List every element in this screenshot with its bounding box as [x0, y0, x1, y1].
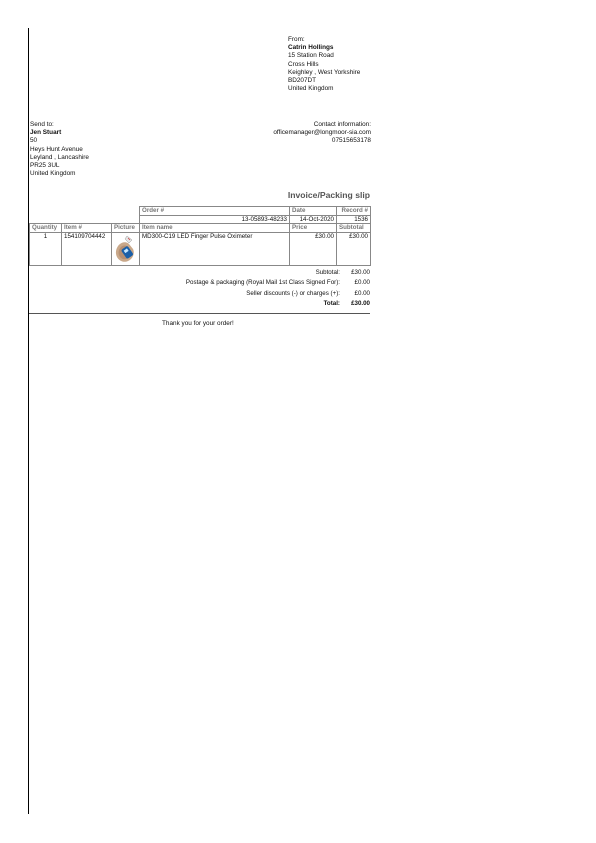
order-number-header: Order # — [140, 207, 290, 216]
item-quantity: 1 — [30, 232, 62, 265]
recipient-address-block — [30, 121, 89, 178]
sender-address-block — [288, 36, 360, 93]
contact-phone: 07515653178 — [331, 137, 371, 145]
discounts-row — [40, 289, 370, 299]
recipient-address-line: PR25 3UL — [30, 162, 60, 170]
price-header: Price — [290, 224, 337, 233]
totals-divider — [29, 313, 370, 314]
sender-address-line: 15 Station Road — [288, 52, 334, 60]
item-price: £30.00 — [290, 232, 337, 265]
subtotal-header: Subtotal — [337, 224, 371, 233]
postage-row — [40, 278, 370, 288]
discounts-label: Seller discounts (-) or charges (+): — [246, 289, 340, 297]
from-label: From: — [288, 36, 305, 43]
recipient-address-line: Heys Hunt Avenue — [30, 145, 83, 153]
order-values-row — [30, 215, 371, 224]
product-photo-icon — [114, 234, 138, 264]
recipient-address-line: Leyland , Lancashire — [30, 153, 89, 161]
sender-address-line: Keighley , West Yorkshire — [288, 68, 361, 76]
sender-address-line: United Kingdom — [288, 85, 334, 93]
page-margin-line — [28, 28, 29, 814]
total-value: £30.00 — [351, 300, 370, 308]
date-header: Date — [290, 207, 337, 216]
item-name-header: Item name — [140, 224, 290, 233]
picture-header: Picture — [112, 224, 140, 233]
contact-information-block — [273, 121, 371, 146]
order-header-row — [30, 207, 371, 216]
send-to-label: Send to: — [30, 121, 54, 128]
discounts-value: £0.00 — [354, 289, 370, 297]
contact-label: Contact information: — [313, 121, 371, 128]
sender-address-line: Cross Hills — [288, 60, 319, 68]
sender-name: Catrin Hollings — [288, 44, 334, 52]
record-number: 1536 — [337, 215, 371, 224]
recipient-address-line: 50 — [30, 137, 38, 145]
document-title: Invoice/Packing slip — [287, 190, 370, 200]
item-number: 154109704442 — [62, 232, 112, 265]
thank-you-message: Thank you for your order! — [162, 320, 234, 327]
items-table — [29, 206, 371, 266]
order-number: 13-05893-48233 — [140, 215, 290, 224]
total-label: Total: — [323, 300, 340, 308]
record-number-header: Record # — [337, 207, 371, 216]
recipient-name: Jen Stuart — [30, 129, 62, 137]
sender-address-line: BD207DT — [288, 77, 317, 85]
postage-label: Postage & packaging (Royal Mail 1st Class Signed For): — [185, 279, 340, 287]
subtotal-label: Subtotal: — [315, 269, 340, 276]
table-row — [30, 232, 371, 265]
order-date: 14-Oct-2020 — [290, 215, 337, 224]
totals-block — [40, 268, 370, 310]
postage-value: £0.00 — [354, 279, 370, 287]
recipient-address-line: United Kingdom — [30, 170, 76, 178]
item-subtotal: £30.00 — [337, 232, 371, 265]
subtotal-row — [40, 268, 370, 278]
quantity-header: Quantity — [30, 224, 62, 233]
item-columns-header-row — [30, 224, 371, 233]
item-number-header: Item # — [62, 224, 112, 233]
item-name: MD300-C19 LED Finger Pulse Oximeter — [140, 232, 290, 265]
contact-email[interactable]: officemanager@longmoor-sia.com — [273, 129, 371, 137]
subtotal-value: £30.00 — [351, 269, 370, 276]
total-row — [40, 299, 370, 309]
